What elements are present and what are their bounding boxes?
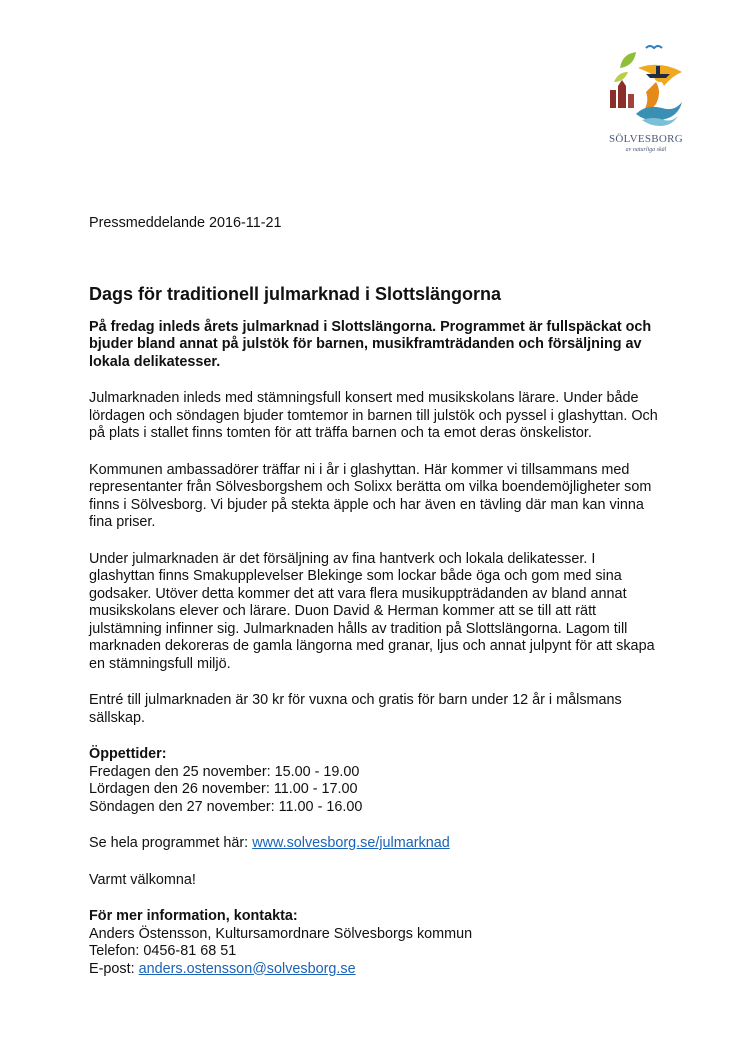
opening-hours-sunday: Söndagen den 27 november: 11.00 - 16.00 <box>89 798 363 815</box>
program-line <box>89 835 659 853</box>
welcome-line: Varmt välkomna! <box>89 871 196 888</box>
contact-block <box>89 908 659 978</box>
contact-email-line <box>89 961 659 979</box>
logo-wordmark: SÖLVESBORG <box>608 133 684 145</box>
solvesborg-emblem-icon <box>598 38 694 134</box>
paragraph-entrance: Entré till julmarknaden är 30 kr för vuxna och gratis för barn under 12 år i målsmans sällskap. <box>89 692 622 726</box>
program-prefix: Se hela programmet här: <box>89 835 253 851</box>
contact-email-link[interactable]: anders.ostensson@solvesborg.se <box>138 960 356 977</box>
paragraph-ambassadors: Kommunen ambassadörer träffar ni i år i glashyttan. Här kommer vi tillsammans med representanter från Sölvesborgshem och Solixx berätta om vilka boendemöjligheter som finns i Sölvesborg. Vi bjuder på stekta äpple och har även en tävling där man kan vinna fina priser. <box>89 461 652 530</box>
press-release-dateline: Pressmeddelande 2016-11-21 <box>89 215 282 231</box>
opening-hours <box>89 746 659 816</box>
logo-tagline: av naturliga skäl <box>625 147 667 153</box>
opening-hours-saturday: Lördagen den 26 november: 11.00 - 17.00 <box>89 781 358 797</box>
paragraph-sales: Under julmarknaden är det försäljning av fina hantverk och lokala delikatesser. I glashyttan finns Smakupplevelser Blekinge som lockar både öga och gom med sina godsaker. Utöver detta kommer det att vara flera musikuppträdanden av bland annat musikskolans elever och lärare. Duon David & Herman kommer att se till att rätt julstämning infinner sig. Julmarknaden hålls av tradition på Slottslängorna. Lagom till marknaden dekoreras de gamla längorna med granar, ljus och annat julpynt för att skapa en stämningsfull miljö. <box>89 550 655 672</box>
opening-hours-friday: Fredagen den 25 november: 15.00 - 19.00 <box>89 763 360 780</box>
document-body <box>89 215 659 997</box>
document-title: Dags för traditionell julmarknad i Slottslängorna <box>89 283 502 304</box>
contact-email-prefix: E-post: <box>89 960 139 977</box>
solvesborg-logo <box>598 38 694 178</box>
lead-paragraph: På fredag inleds årets julmarknad i Slottslängorna. Programmet är fullspäckat och bjuder bland annat på julstök för barnen, musikframträdanden och försäljning av lokala delikatesser. <box>89 318 652 370</box>
contact-name: Anders Östensson, Kultursamordnare Sölvesborgs kommun <box>89 925 473 942</box>
paragraph-concert: Julmarknaden inleds med stämningsfull konsert med musikskolans lärare. Under både lördagen och söndagen bjuder tomtemor in barnen till julstök och pyssel i glashyttan. Och på plats i stallet finns tomten för att träffa barnen och ta emot deras önskelistor. <box>89 390 658 441</box>
program-link[interactable]: www.solvesborg.se/julmarknad <box>252 835 450 851</box>
opening-hours-title: Öppettider: <box>89 746 167 762</box>
contact-phone: Telefon: 0456-81 68 51 <box>89 943 237 959</box>
contact-title: För mer information, kontakta: <box>89 908 298 924</box>
